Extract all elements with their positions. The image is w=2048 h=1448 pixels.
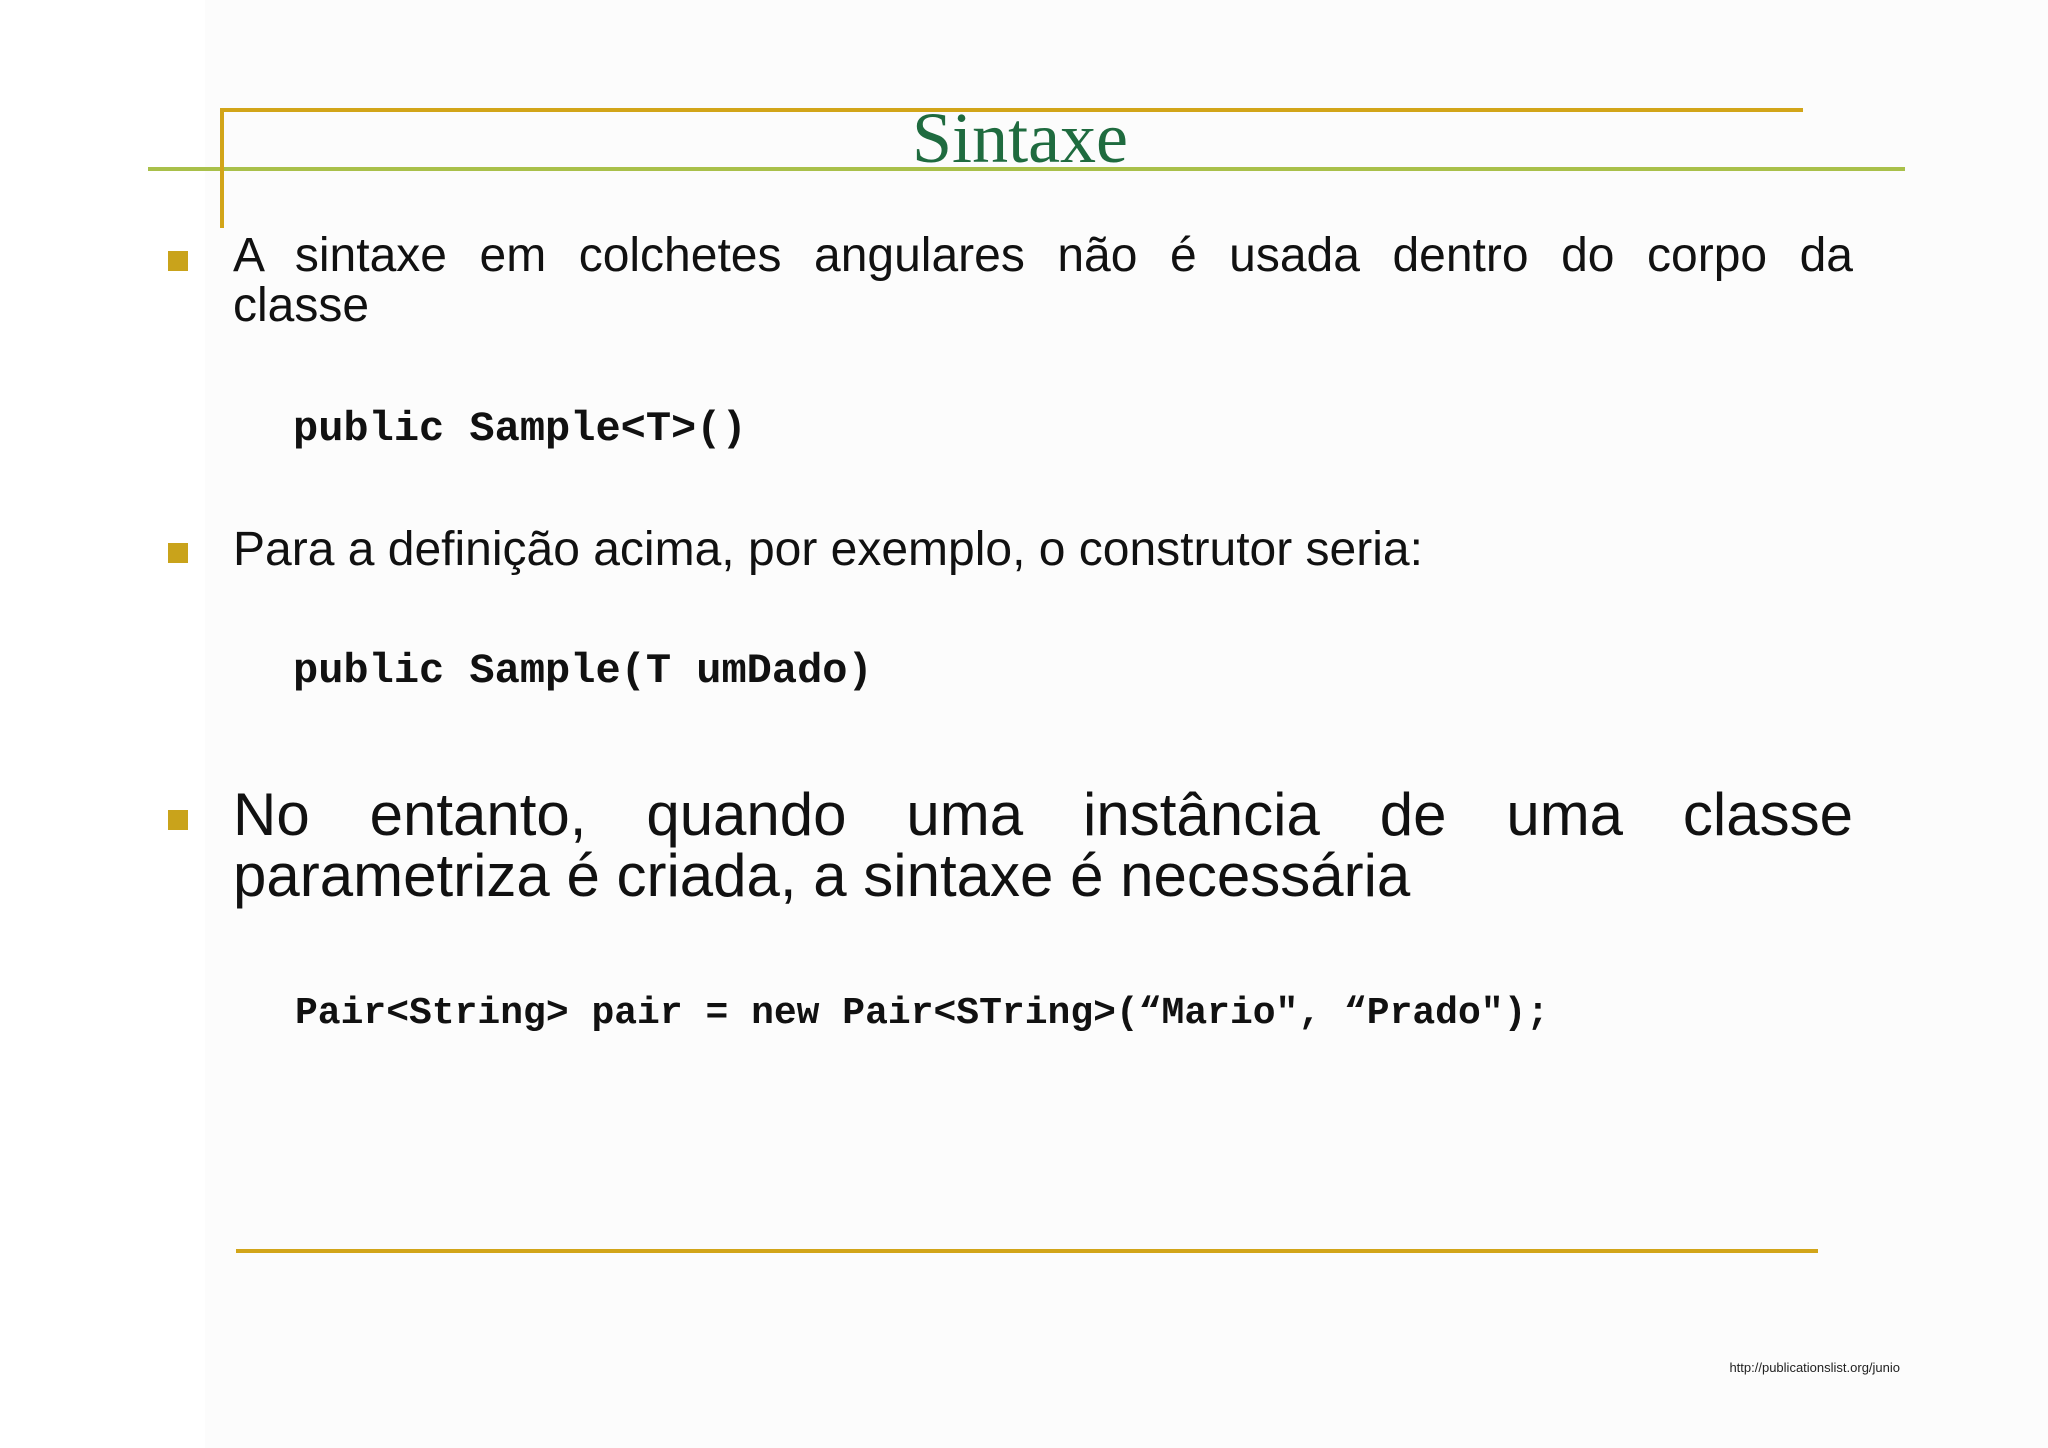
footer-url: http://publicationslist.org/junio	[1729, 1360, 1900, 1375]
slide-title: Sintaxe	[912, 98, 1128, 178]
bullet-2-line-1: Para a definição acima, por exemplo, o construtor seria:	[233, 523, 1423, 576]
bullet-icon	[168, 543, 188, 563]
code-snippet-2: public Sample(T umDado)	[293, 647, 873, 695]
code-snippet-1: public Sample<T>()	[293, 405, 747, 453]
bullet-3-line-2: parametriza é criada, a sintaxe é necessária	[233, 842, 1411, 909]
bullet-icon	[168, 810, 188, 830]
bullet-2-text	[233, 522, 1853, 578]
code-snippet-3: Pair<String> pair = new Pair<STring>(“Mario", “Prado");	[295, 992, 1550, 1035]
bullet-1-line-2: classe	[233, 279, 370, 332]
bullet-icon	[168, 251, 188, 271]
footer-rule	[236, 1249, 1818, 1253]
bullet-1-line-1: A sintaxe em colchetes angulares não é usada dentro do corpo da	[233, 229, 1853, 282]
bullet-3-line-1: No entanto, quando uma instância de uma classe	[233, 781, 1853, 848]
title-vertical-rule	[220, 108, 224, 228]
bullet-1-text	[233, 231, 1853, 331]
bullet-3-text	[233, 781, 1853, 909]
slide-background	[205, 0, 2048, 1448]
